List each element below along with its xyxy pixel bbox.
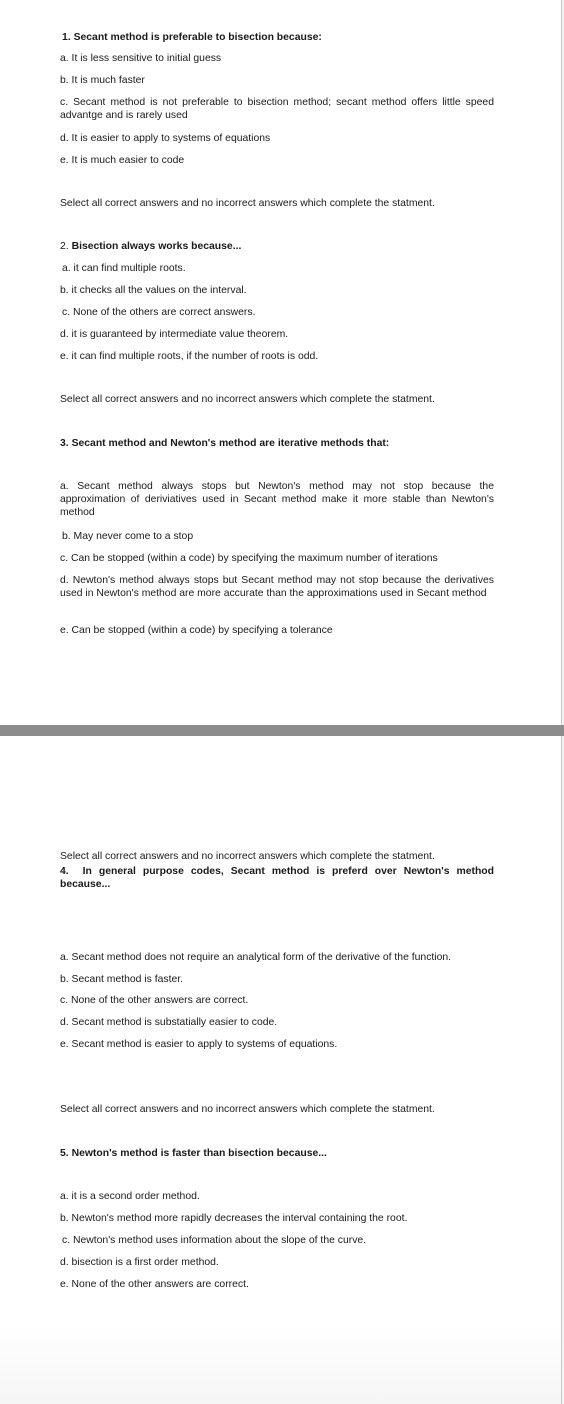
question-3-prompt: 3. Secant method and Newton's method are iterative methods that:: [60, 438, 390, 449]
question-5-option-d: d. bisection is a first order method.: [60, 1257, 219, 1268]
question-2-instruction: Select all correct answers and no incorrect answers which complete the statment.: [60, 394, 435, 405]
question-4-prompt: 4. In general purpose codes, Secant method is preferd over Newton's method because...: [60, 866, 495, 890]
question-5-option-c: c. Newton's method uses information about the slope of the curve.: [62, 1235, 367, 1246]
question-4-option-a: a. Secant method does not require an analytical form of the derivative of the function.: [60, 952, 452, 963]
question-4-option-d: d. Secant method is substatially easier to code.: [60, 1017, 278, 1028]
question-2-option-c: c. None of the others are correct answers.: [62, 307, 256, 318]
question-2-prompt: 2. Bisection always works because...: [60, 241, 242, 252]
question-1-option-d: d. It is easier to apply to systems of equations: [60, 133, 271, 144]
question-2-option-d: d. it is guaranteed by intermediate value theorem.: [60, 329, 289, 340]
question-3-option-c: c. Can be stopped (within a code) by specifying the maximum number of iterations: [60, 553, 438, 564]
question-4-option-c: c. None of the other answers are correct.: [60, 995, 249, 1006]
question-2-option-e: e. it can find multiple roots, if the number of roots is odd.: [60, 351, 319, 362]
question-3-option-b: b. May never come to a stop: [62, 531, 194, 542]
document-page-2: [0, 736, 562, 1404]
question-4-option-b: b. Secant method is faster.: [60, 974, 184, 985]
page-divider: [0, 725, 564, 736]
question-2-option-b: b. it checks all the values on the interval.: [60, 285, 247, 296]
question-3-option-d: d. Newton's method always stops but Secant method may not stop because the derivatives used in Newton's method are more accurate than the approximations used in Secant method: [60, 575, 494, 599]
question-5-prompt: 5. Newton's method is faster than bisection because...: [60, 1148, 327, 1159]
question-1-option-e: e. It is much easier to code: [60, 155, 185, 166]
question-5-option-a: a. it is a second order method.: [60, 1191, 200, 1202]
question-4-instruction: Select all correct answers and no incorrect answers which complete the statment.: [60, 1104, 435, 1115]
question-3-option-e: e. Can be stopped (within a code) by specifying a tolerance: [60, 625, 333, 636]
question-3-option-a: a. Secant method always stops but Newton's method may not stop because the approximation of deriviatives used in Secant method make it more stable than Newton's method: [60, 481, 494, 518]
question-1-option-b: b. It is much faster: [60, 75, 145, 86]
question-3-instruction: Select all correct answers and no incorrect answers which complete the statment.: [60, 851, 435, 862]
question-1-option-a: a. It is less sensitive to initial guess: [60, 53, 222, 64]
question-1-prompt: 1. Secant method is preferable to bisection because:: [62, 32, 322, 43]
question-1-instruction: Select all correct answers and no incorrect answers which complete the statment.: [60, 198, 435, 209]
question-4-option-e: e. Secant method is easier to apply to systems of equations.: [60, 1039, 338, 1050]
question-2-option-a: a. it can find multiple roots.: [62, 263, 186, 274]
question-5-option-b: b. Newton's method more rapidly decreases the interval containing the root.: [60, 1213, 408, 1224]
question-5-option-e: e. None of the other answers are correct.: [60, 1279, 249, 1290]
question-1-option-c: c. Secant method is not preferable to bisection method; secant method offers little speed advantge and is rarely used: [60, 97, 494, 121]
